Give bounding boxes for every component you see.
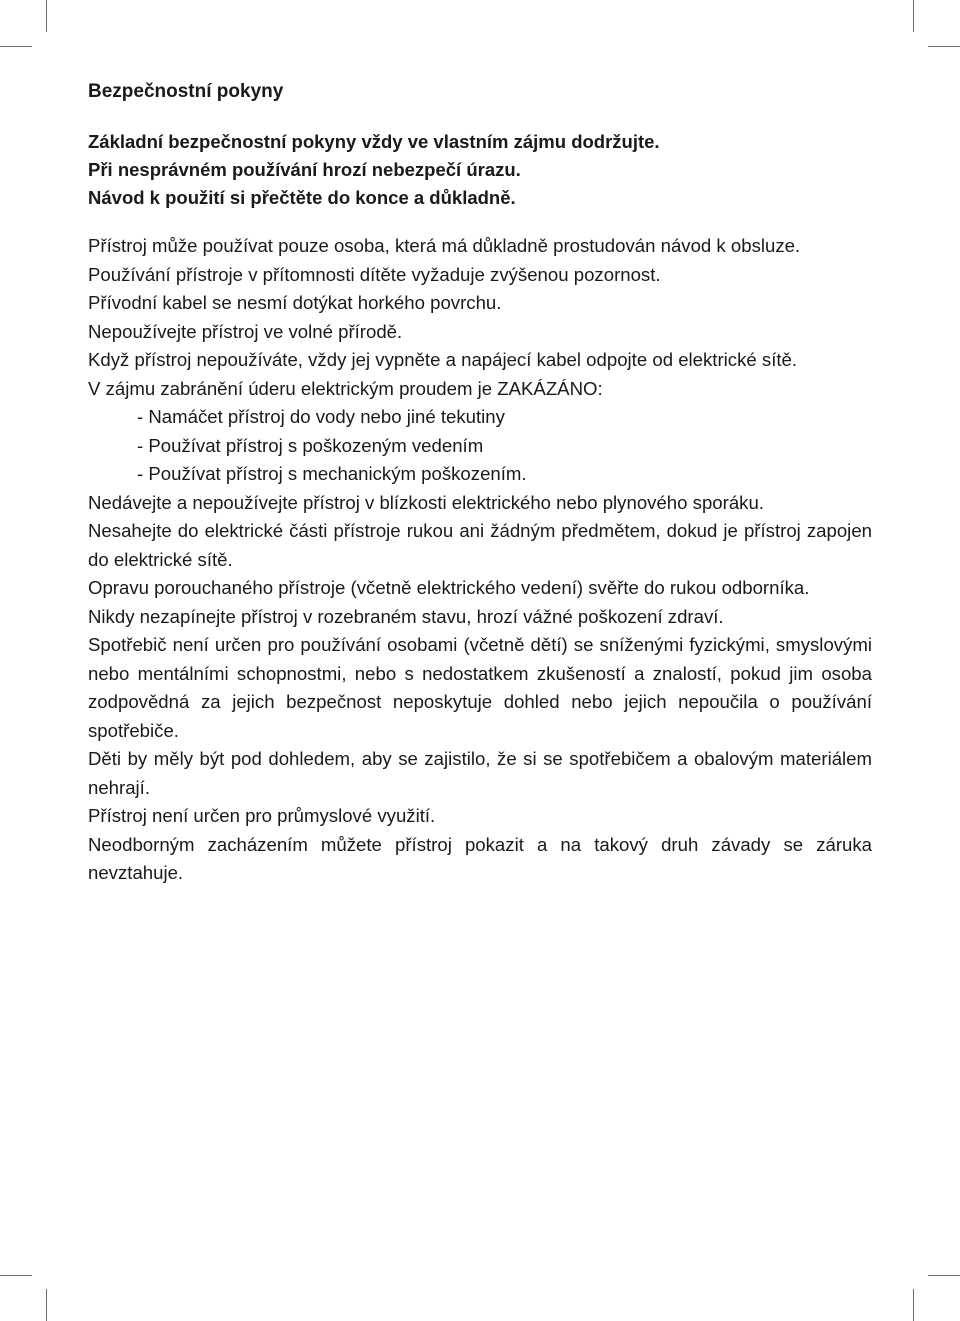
- document-page: [88, 78, 872, 888]
- paragraph: Když přístroj nepoužíváte, vždy jej vypněte a napájecí kabel odpojte od elektrické sítě.: [88, 349, 798, 370]
- paragraph: Neodborným zacházením můžete přístroj pokazit a na takový druh závady se záruka nevztahuje.: [88, 833, 872, 883]
- intro-block: [88, 128, 872, 212]
- paragraph: Nepoužívejte přístroj ve volné přírodě.: [88, 320, 403, 342]
- paragraph: Nesahejte do elektrické části přístroje rukou ani žádným předmětem, dokud je přístroj zapojen do elektrické sítě.: [88, 520, 872, 570]
- paragraph: Přístroj může používat pouze osoba, která má důkladně prostudován návod k obsluze.: [88, 235, 801, 256]
- paragraph: Používání přístroje v přítomnosti dítěte vyžaduje zvýšenou pozornost.: [88, 263, 661, 285]
- paragraph: Spotřebič není určen pro používání osobami (včetně dětí) se sníženými fyzickými, smyslovými nebo mentálními schopnostmi, nebo s nedostatkem zkušeností a znalostí, pokud jim osoba zodpovědná za jejich bezpečnost neposkytuje dohled nebo jejich nepoučila o používání spotřebiče.: [88, 634, 872, 741]
- paragraph-forbidden-heading: V zájmu zabránění úderu elektrickým proudem je ZAKÁZÁNO:: [88, 377, 603, 399]
- crop-mark: [913, 0, 914, 32]
- crop-mark: [46, 1289, 47, 1321]
- forbidden-list: [88, 403, 872, 489]
- paragraph: Opravu porouchaného přístroje (včetně elektrického vedení) svěřte do rukou odborníka.: [88, 577, 810, 598]
- crop-mark: [0, 46, 32, 47]
- intro-line: Při nesprávném používání hrozí nebezpečí úrazu.: [88, 159, 521, 180]
- list-item: - Používat přístroj s mechanickým poškozením.: [137, 463, 527, 484]
- crop-mark: [913, 1289, 914, 1321]
- list-item: - Používat přístroj s poškozeným vedením: [137, 434, 484, 456]
- intro-line: Návod k použití si přečtěte do konce a důkladně.: [88, 187, 516, 208]
- paragraph: Nedávejte a nepoužívejte přístroj v blízkosti elektrického nebo plynového sporáku.: [88, 491, 764, 513]
- paragraph: Děti by měly být pod dohledem, aby se zajistilo, že si se spotřebičem a obalovým materiálem nehrají.: [88, 748, 872, 798]
- paragraph: Přístroj není určen pro průmyslové využití.: [88, 805, 436, 826]
- document-title: Bezpečnostní pokyny: [88, 81, 284, 102]
- crop-mark: [46, 0, 47, 32]
- paragraph: Nikdy nezapínejte přístroj v rozebraném stavu, hrozí vážné poškození zdraví.: [88, 605, 724, 627]
- crop-mark: [928, 1275, 960, 1276]
- intro-line: Základní bezpečnostní pokyny vždy ve vlastním zájmu dodržujte.: [88, 131, 660, 152]
- crop-mark: [928, 46, 960, 47]
- list-item: - Namáčet přístroj do vody nebo jiné tekutiny: [137, 406, 505, 427]
- crop-mark: [0, 1275, 32, 1276]
- paragraph: Přívodní kabel se nesmí dotýkat horkého povrchu.: [88, 292, 502, 313]
